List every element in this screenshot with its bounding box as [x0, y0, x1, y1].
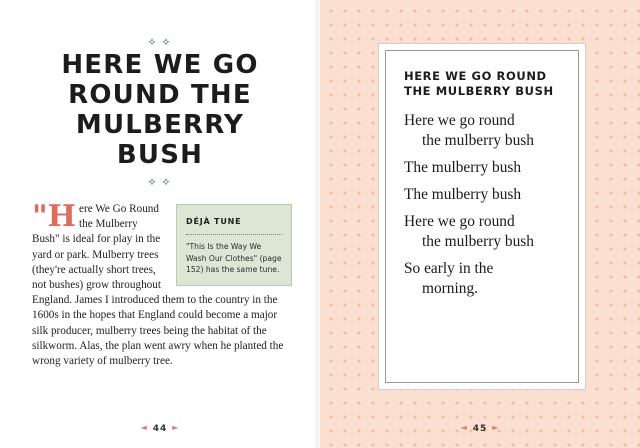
lyric-line	[404, 111, 562, 151]
page-number: 44	[152, 424, 168, 434]
title-ornament-bottom: ⟡ ⟡	[148, 176, 172, 188]
lyric-line	[404, 185, 562, 205]
sidebar-divider	[186, 233, 282, 235]
folio-deco-left-icon: ◄	[460, 423, 468, 432]
drop-cap: H	[47, 199, 76, 234]
lyrics-title: HERE WE GO ROUND THE MULBERRY BUSH	[404, 69, 554, 98]
lyric-line-text: Here we go round	[404, 112, 515, 129]
page-title: HERE WE GO ROUND THE MULBERRY BUSH	[61, 50, 259, 170]
folio-deco-right-icon: ►	[172, 423, 180, 432]
sidebar-title: DÉJÀ TUNE	[186, 217, 242, 226]
lyric-line-text: The mulberry bush	[404, 159, 522, 176]
lyric-line-indent: the mulberry bush	[422, 233, 534, 250]
lyric-line-text: So early in the	[404, 260, 494, 277]
lyric-line	[404, 158, 562, 178]
lyric-line	[404, 212, 562, 252]
sidebar-text: "This Is the Way We Wash Our Clothes" (page 152) has the same tune.	[186, 242, 282, 275]
lyric-line-indent: the mulberry bush	[422, 132, 534, 149]
right-page	[320, 0, 640, 448]
lyric-line-text: The mulberry bush	[404, 186, 522, 203]
lyrics-card-inner	[385, 50, 579, 383]
folio-deco-right-icon: ►	[492, 423, 500, 432]
deja-tune-sidebar	[176, 204, 292, 286]
folio-right	[320, 423, 640, 434]
open-quote-mark: "	[32, 199, 48, 234]
folio-left	[0, 423, 320, 434]
title-ornament-top: ⟡ ⟡	[148, 36, 172, 48]
body-paragraph: ere We Go Round the Mulberry Bush" is ideal for play in the yard or park. Mulberry trees (they're actually short trees, not bushes) grow throughout England. James I introduced them to the country in the 1600s in the hopes that England could become a major silk producer, mulberry trees being the habitat of the silkworm. Alas, the plan went awry when he planted the wrong variety of mulberry tree.	[32, 203, 284, 368]
lyric-line-text: Here we go round	[404, 213, 515, 230]
lyrics-card	[378, 43, 586, 390]
lyric-line	[404, 259, 562, 299]
lyric-line-indent: morning.	[422, 280, 479, 297]
folio-deco-left-icon: ◄	[140, 423, 148, 432]
page-number: 45	[472, 424, 488, 434]
body-text-column	[32, 199, 292, 369]
